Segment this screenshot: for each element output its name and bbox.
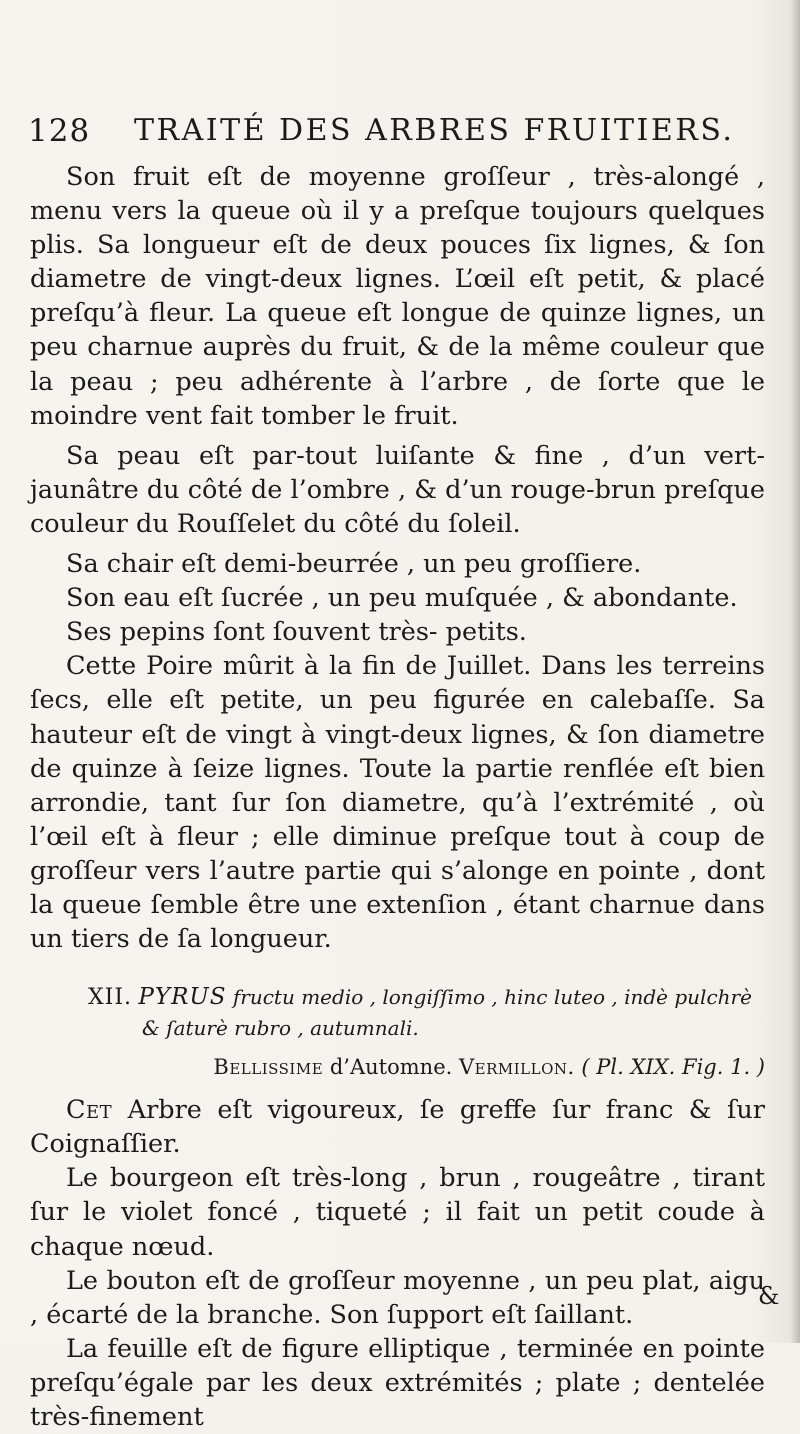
latin-description	[30, 982, 765, 1043]
entry-number: XII.	[88, 985, 133, 1011]
paragraph-seeds: Ses pepins ſont ſouvent très- petits.	[66, 617, 527, 648]
entry-latin-text: fructu medio , longiſſimo , hinc luteo , indè pulchrè & ſaturè rubro , autumnali.	[142, 985, 752, 1041]
page-number: 128	[28, 113, 91, 149]
plate-reference: ( Pl. XIX. Fig. 1. )	[581, 1055, 765, 1080]
paragraph-tree-text: Arbre eſt vigoureux, ſe greffe ſur franc & ſur Coignaſſier.	[30, 1095, 765, 1160]
variety-name: Bellissime	[213, 1055, 324, 1080]
paragraph-skin: Sa peau eſt par-tout luiſante & fine , d’un vert-jaunâtre du côté de l’ombre , & d’un rouge-brun preſque couleur du Rouſſelet du côté du ſoleil.	[30, 440, 765, 539]
paragraph-lead-word: Cet	[66, 1095, 113, 1126]
entry-genus: PYRUS	[138, 984, 227, 1011]
variety-line	[30, 1051, 765, 1083]
page-edge-shadow	[790, 0, 800, 1343]
paragraph-flesh: Sa chair eſt demi-beurrée , un peu groſſiere.	[66, 549, 642, 580]
running-title: TRAITÉ DES ARBRES FRUITIERS.	[134, 113, 735, 148]
catchword: &	[758, 1282, 780, 1310]
paragraph-juice: Son eau eſt ſucrée , un peu muſquée , & abondante.	[66, 583, 738, 614]
page-header	[28, 113, 788, 157]
page-body	[30, 160, 765, 1434]
paragraph-fruit: Son fruit eſt de moyenne groſſeur , très-alongé , menu vers la queue où il y a preſque toujours quelques plis. Sa longueur eſt de deux pouces ſix lignes, & ſon diametre de vingt-deux lignes. L’œil eſt petit, & placé preſqu’à fleur. La queue eſt longue de quinze lignes, un peu charnue auprès du fruit, & de la même couleur que la peau ; peu adhérente à l’arbre , de ſorte que le moindre vent fait tomber le fruit.	[30, 162, 765, 431]
paragraph-shoot: Le bourgeon eſt très-long , brun , rougeâtre , tirant ſur le violet foncé , tiqueté ; il fait un petit coude à chaque nœud.	[30, 1163, 765, 1262]
paragraph-ripening: Cette Poire mûrit à la fin de Juillet. Dans les terreins ſecs, elle eſt petite, un peu figurée en calebaſſe. Sa hauteur eſt de vingt à vingt-deux lignes, & ſon diametre de quinze à ſeize lignes. Toute la partie renflée eſt bien arrondie, tant ſur ſon diametre, qu’à l’extrémité , où l’œil eſt à fleur ; elle diminue preſque tout à coup de groſſeur vers l’autre partie qui s’alonge en pointe , dont la queue ſemble être une extenſion , étant charnue dans un tiers de ſa longueur.	[30, 651, 765, 955]
paragraph-leaf: La feuille eſt de figure elliptique , terminée en pointe preſqu’égale par les deux extrémités ; plate ; dentelée très-finement	[30, 1333, 765, 1432]
paragraph-tree	[30, 1093, 765, 1161]
variety-suffix: d’Automne.	[329, 1055, 453, 1080]
paragraph-bud: Le bouton eſt de groſſeur moyenne , un peu plat, aigu , écarté de la branche. Son ſupport eſt ſaillant.	[30, 1265, 765, 1330]
variety-alt-name: Vermillon.	[458, 1055, 575, 1080]
